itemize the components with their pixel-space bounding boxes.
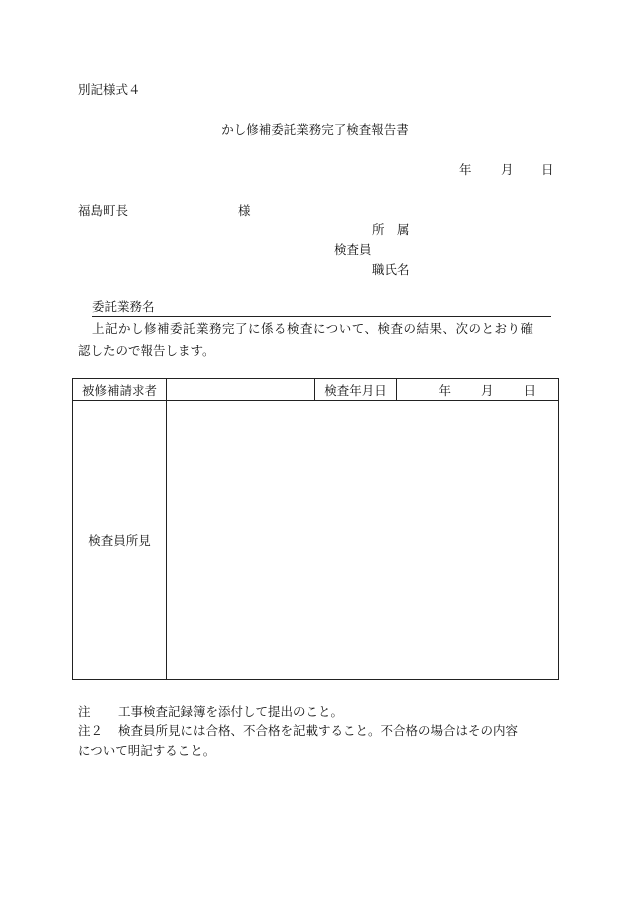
table-opinion-row — [73, 401, 559, 680]
form-number: 別記様式４ — [78, 82, 141, 97]
body-text-line-1: 上記かし修補委託業務完了に係る検査について、検査の結果、次のとおり確 — [92, 321, 534, 336]
table-header-row — [73, 379, 559, 401]
claimant-value — [167, 379, 315, 401]
note-2-text: 検査員所見には合格、不合格を記載すること。不合格の場合はその内容 — [118, 723, 519, 738]
inspection-date-month: 月 — [480, 382, 494, 398]
inspector-opinion-label: 検査員所見 — [73, 401, 167, 680]
inspection-date-year: 年 — [438, 382, 451, 398]
addressee-honorific: 様 — [238, 203, 251, 218]
inspector-role-label: 検査員 — [334, 242, 372, 257]
addressee-name: 福島町長 — [78, 203, 129, 218]
note-1 — [78, 706, 343, 719]
note-2 — [78, 725, 518, 738]
date-month: 月 — [501, 162, 514, 177]
inspection-date-day: 日 — [523, 382, 536, 398]
note-2-mark: 注２ — [78, 723, 104, 738]
claimant-label: 被修補請求者 — [73, 379, 167, 401]
inspection-date-value — [397, 379, 559, 401]
inspection-report-table — [72, 378, 559, 680]
inspector-opinion-value — [167, 401, 559, 680]
page-title: かし修補委託業務完了検査報告書 — [221, 122, 409, 137]
inspection-date-label: 検査年月日 — [315, 379, 397, 401]
note-2-continuation-text: について明記すること。 — [78, 743, 216, 758]
note-1-mark: 注 — [78, 704, 91, 719]
note-1-text: 工事検査記録簿を添付して提出のこと。 — [118, 704, 344, 719]
task-name-underline — [92, 316, 551, 317]
body-text-line-2: 認したので報告します。 — [78, 343, 215, 358]
task-name-label: 委託業務名 — [92, 299, 155, 314]
inspector-name-title-label: 職氏名 — [372, 262, 410, 277]
date-day: 日 — [541, 162, 554, 177]
affiliation-label: 所 属 — [372, 222, 410, 237]
note-2-continuation — [78, 745, 215, 758]
date-year: 年 — [459, 162, 472, 177]
